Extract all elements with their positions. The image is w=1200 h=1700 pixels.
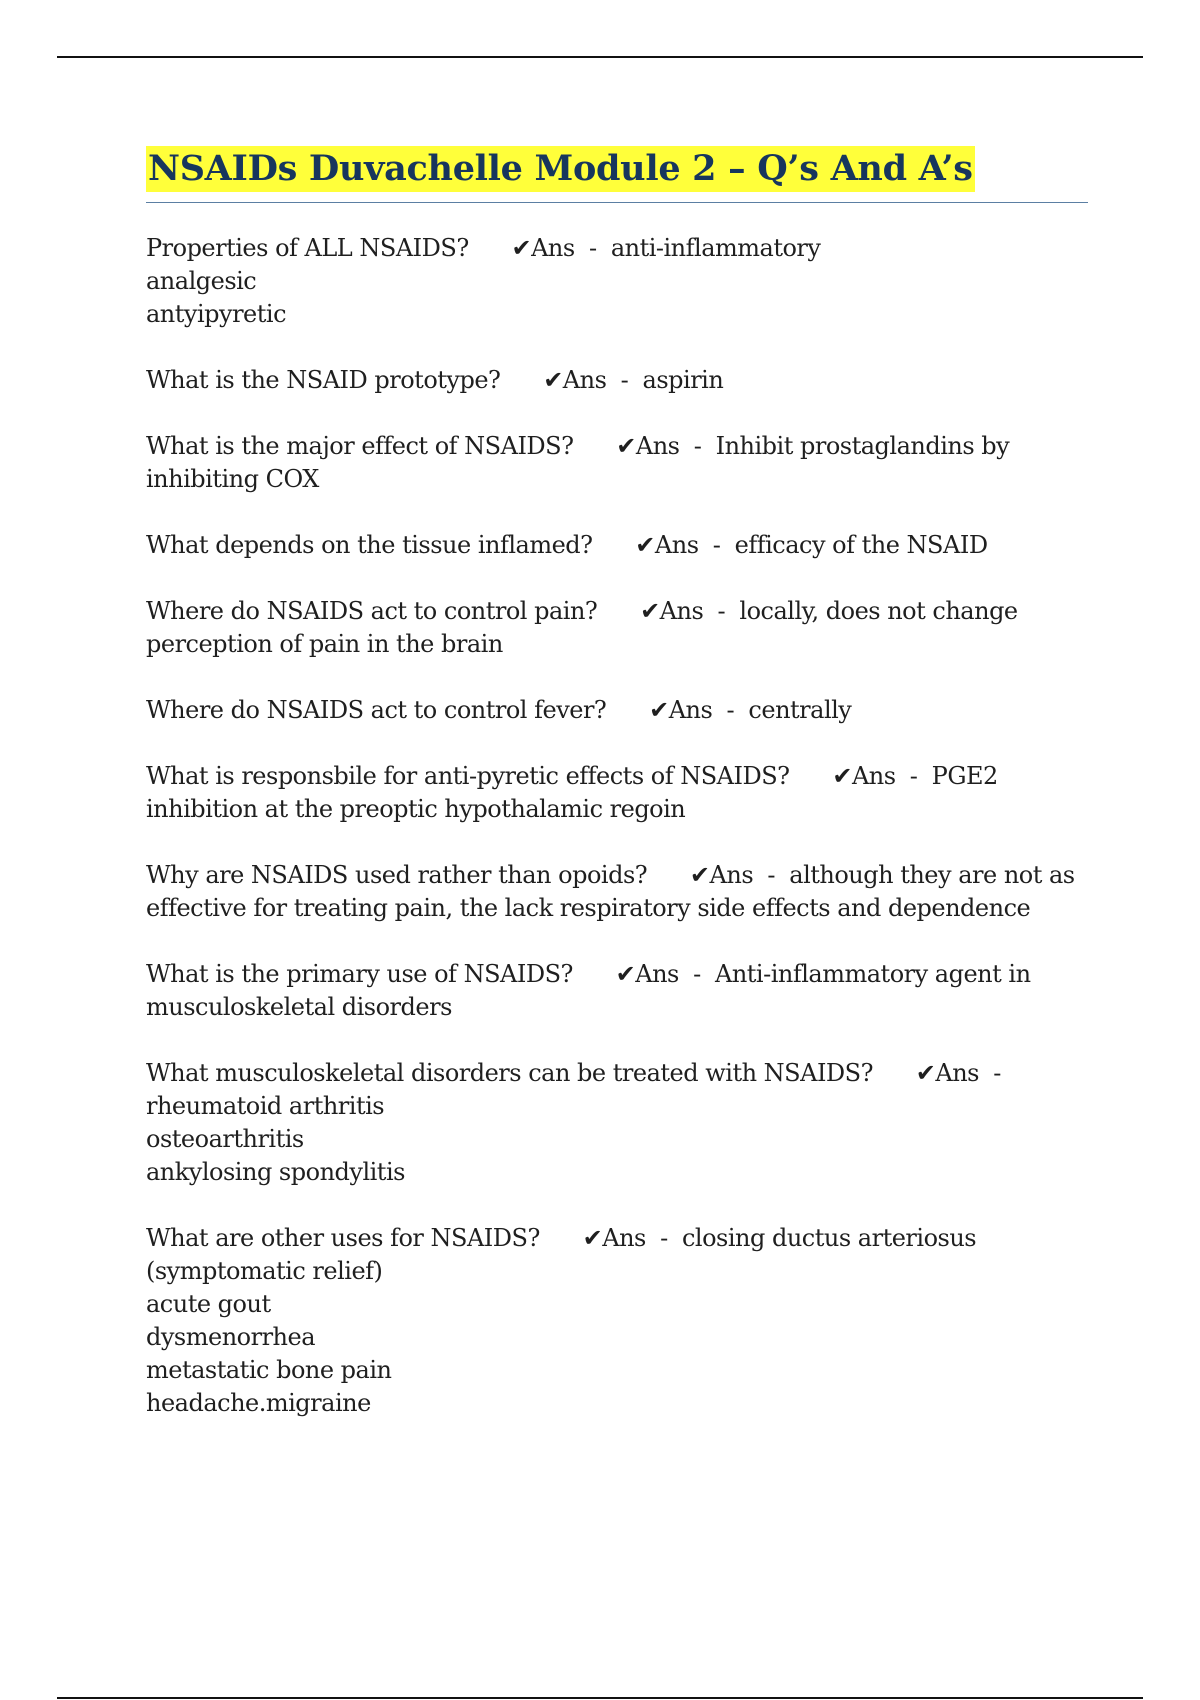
answer-marker: ✔Ans - [616, 432, 716, 460]
answer-extra-line: acute gout [146, 1290, 271, 1318]
answer-extra-line: analgesic [146, 267, 257, 295]
question-text: What is the primary use of NSAIDS? [146, 960, 573, 988]
answer-text: centrally [748, 696, 852, 724]
answer-text: PGE2 inhibition at the preoptic hypothalamic regoin [146, 762, 1005, 823]
answer-extra-line: antyipyretic [146, 300, 287, 328]
answer-text: Anti-inflammatory agent in musculoskeletal disorders [146, 960, 1038, 1021]
answer-extra-line: dysmenorrhea [146, 1323, 316, 1351]
answer-marker: ✔Ans - [635, 531, 735, 559]
question-text: Where do NSAIDS act to control pain? [146, 597, 598, 625]
answer-marker: ✔Ans - [615, 960, 715, 988]
qa-item [146, 859, 1091, 925]
answer-extra-line: metastatic bone pain [146, 1356, 392, 1384]
answer-marker: ✔Ans - [582, 1224, 682, 1252]
title-block [146, 146, 1088, 203]
qa-item [146, 694, 1091, 727]
question-text: Why are NSAIDS used rather than opoids? [146, 861, 648, 889]
question-text: What depends on the tissue inflamed? [146, 531, 593, 559]
answer-extra-line: (symptomatic relief) [146, 1257, 383, 1285]
qa-item [146, 364, 1091, 397]
page-bottom-rule [57, 1697, 1143, 1699]
question-text: Where do NSAIDS act to control fever? [146, 696, 607, 724]
answer-text: locally, does not change perception of pain in the brain [146, 597, 1025, 658]
answer-marker: ✔Ans - [640, 597, 740, 625]
question-text: What is the major effect of NSAIDS? [146, 432, 574, 460]
qa-item [146, 430, 1091, 496]
answer-marker: ✔Ans - [689, 861, 790, 889]
answer-text: although they are not as effective for treating pain, the lack respiratory side effects and dependence [146, 861, 1082, 922]
answer-marker: ✔Ans - [649, 696, 749, 724]
qa-item [146, 958, 1091, 1024]
qa-item [146, 1222, 1091, 1420]
qa-list [146, 232, 1091, 1453]
answer-extra-line: headache.migraine [146, 1389, 371, 1417]
answer-marker: ✔Ans - [543, 366, 643, 394]
answer-text: anti-inflammatory [610, 234, 821, 262]
answer-marker: ✔Ans - [832, 762, 932, 790]
answer-text: efficacy of the NSAID [734, 531, 988, 559]
document-title: NSAIDs Duvachelle Module 2 – Q’s And A’s [146, 146, 975, 192]
answer-text: closing ductus arteriosus [681, 1224, 977, 1252]
answer-marker: ✔Ans - [511, 234, 611, 262]
question-text: What are other uses for NSAIDS? [146, 1224, 540, 1252]
qa-item [146, 595, 1091, 661]
qa-item [146, 1057, 1091, 1189]
question-text: What musculoskeletal disorders can be treated with NSAIDS? [146, 1059, 873, 1087]
answer-marker: ✔Ans - [915, 1059, 1016, 1087]
question-text: Properties of ALL NSAIDS? [146, 234, 469, 262]
answer-text: Inhibit prostaglandins by inhibiting COX [146, 432, 1017, 493]
qa-item [146, 529, 1091, 562]
answer-text: aspirin [642, 366, 724, 394]
page-top-rule [57, 56, 1143, 58]
qa-item [146, 760, 1091, 826]
question-text: What is responsbile for anti-pyretic effects of NSAIDS? [146, 762, 790, 790]
question-text: What is the NSAID prototype? [146, 366, 501, 394]
answer-extra-line: rheumatoid arthritis [146, 1092, 385, 1120]
answer-extra-line: osteoarthritis [146, 1125, 304, 1153]
answer-extra-line: ankylosing spondylitis [146, 1158, 405, 1186]
qa-item [146, 232, 1091, 331]
